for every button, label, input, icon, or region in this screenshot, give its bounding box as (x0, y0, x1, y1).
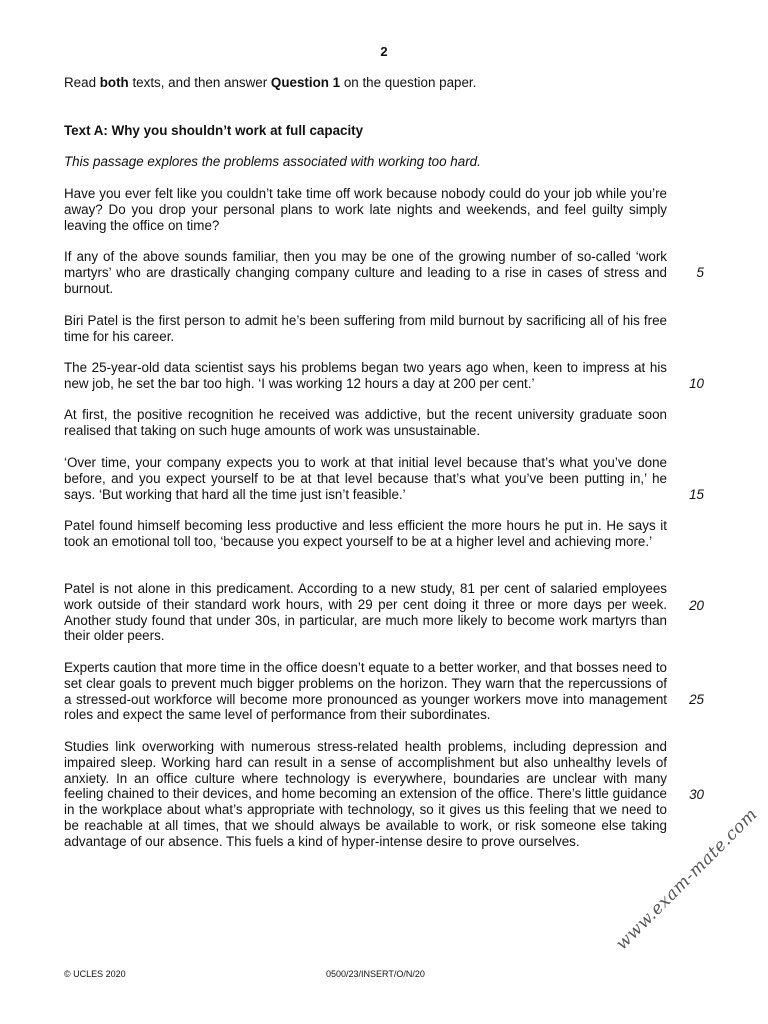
paragraph: Patel is not alone in this predicament. According to a new study, 81 per cent of salaried employees work outside of their standard work hours, with 29 per cent doing it three or more days per week. Another study found that under 30s, in particular, are much more likely to become work martyrs than their older peers. (64, 581, 667, 644)
paragraph: If any of the above sounds familiar, then you may be one of the growing number of so-called ‘work martyrs’ who are drastically changing company culture and leading to a rise in cases of stress and burnout. (64, 249, 667, 296)
text-subtitle: This passage explores the problems associated with working too hard. (64, 154, 481, 169)
paragraph: Experts caution that more time in the office doesn’t equate to a better worker, and that bosses need to set clear goals to prevent much bigger problems on the horizon. They warn that the repercussions of a stressed-out workforce will become more pronounced as younger workers move into management roles and expect the same level of performance from their subordinates. (64, 660, 667, 723)
paragraph: Patel found himself becoming less productive and less efficient the more hours he put in. He says it took an emotional toll too, ‘because you expect yourself to be at a higher level and achieving more.’ (64, 518, 667, 549)
paragraph: Have you ever felt like you couldn’t take time off work because nobody could do your job while you’re away? Do you drop your personal plans to work late nights and weekends, and feel guilty simply leaving the office on time? (64, 186, 667, 233)
instructions-emphasis: both (99, 75, 129, 90)
line-number: 15 (689, 487, 704, 502)
line-number: 25 (689, 692, 704, 707)
line-number: 10 (689, 376, 704, 391)
text-title: Text A: Why you shouldn’t work at full capacity (64, 123, 364, 138)
line-number: 5 (696, 265, 704, 280)
watermark: www.exam-mate.com (612, 804, 762, 955)
paragraph: Studies link overworking with numerous stress-related health problems, including depression and impaired sleep. Working hard can result in a sense of accomplishment but also unhealthy levels of anxiety. In an office culture where technology is everywhere, boundaries are unclear with many feeling chained to their devices, and home becoming an extension of the office. There’s little guidance in the workplace about what’s appropriate with technology, so it gives us this feeling that we need to be reachable at all times, that we should always be available to work, or risk someone else taking advantage of our absence. This fuels a kind of hyper-intense desire to prove ourselves. (64, 739, 667, 849)
footer-paper-code: 0500/23/INSERT/O/N/20 (326, 969, 425, 979)
line-number: 20 (689, 598, 704, 613)
instructions-text: on the question paper. (340, 75, 477, 90)
line-number: 30 (689, 787, 704, 802)
instructions-text: texts, and then answer (128, 75, 271, 90)
paragraph: Biri Patel is the first person to admit he’s been suffering from mild burnout by sacrificing all of his free time for his career. (64, 313, 667, 344)
paragraph: The 25-year-old data scientist says his problems began two years ago when, keen to impress at his new job, he set the bar too high. ‘I was working 12 hours a day at 200 per cent.’ (64, 360, 667, 391)
paragraph: At first, the positive recognition he received was addictive, but the recent university graduate soon realised that taking on such huge amounts of work was unsustainable. (64, 407, 667, 438)
instructions-text: Read (64, 75, 100, 90)
instructions (64, 75, 684, 91)
instructions-question-ref: Question 1 (270, 75, 341, 90)
page-number: 2 (380, 44, 388, 59)
footer-copyright: © UCLES 2020 (64, 969, 126, 979)
paragraph: ‘Over time, your company expects you to work at that initial level because that’s what you’ve done before, and you expect yourself to be at that level because that’s what you’ve been putting in,’ he says. ‘But working that hard all the time just isn’t feasible.’ (64, 455, 667, 502)
